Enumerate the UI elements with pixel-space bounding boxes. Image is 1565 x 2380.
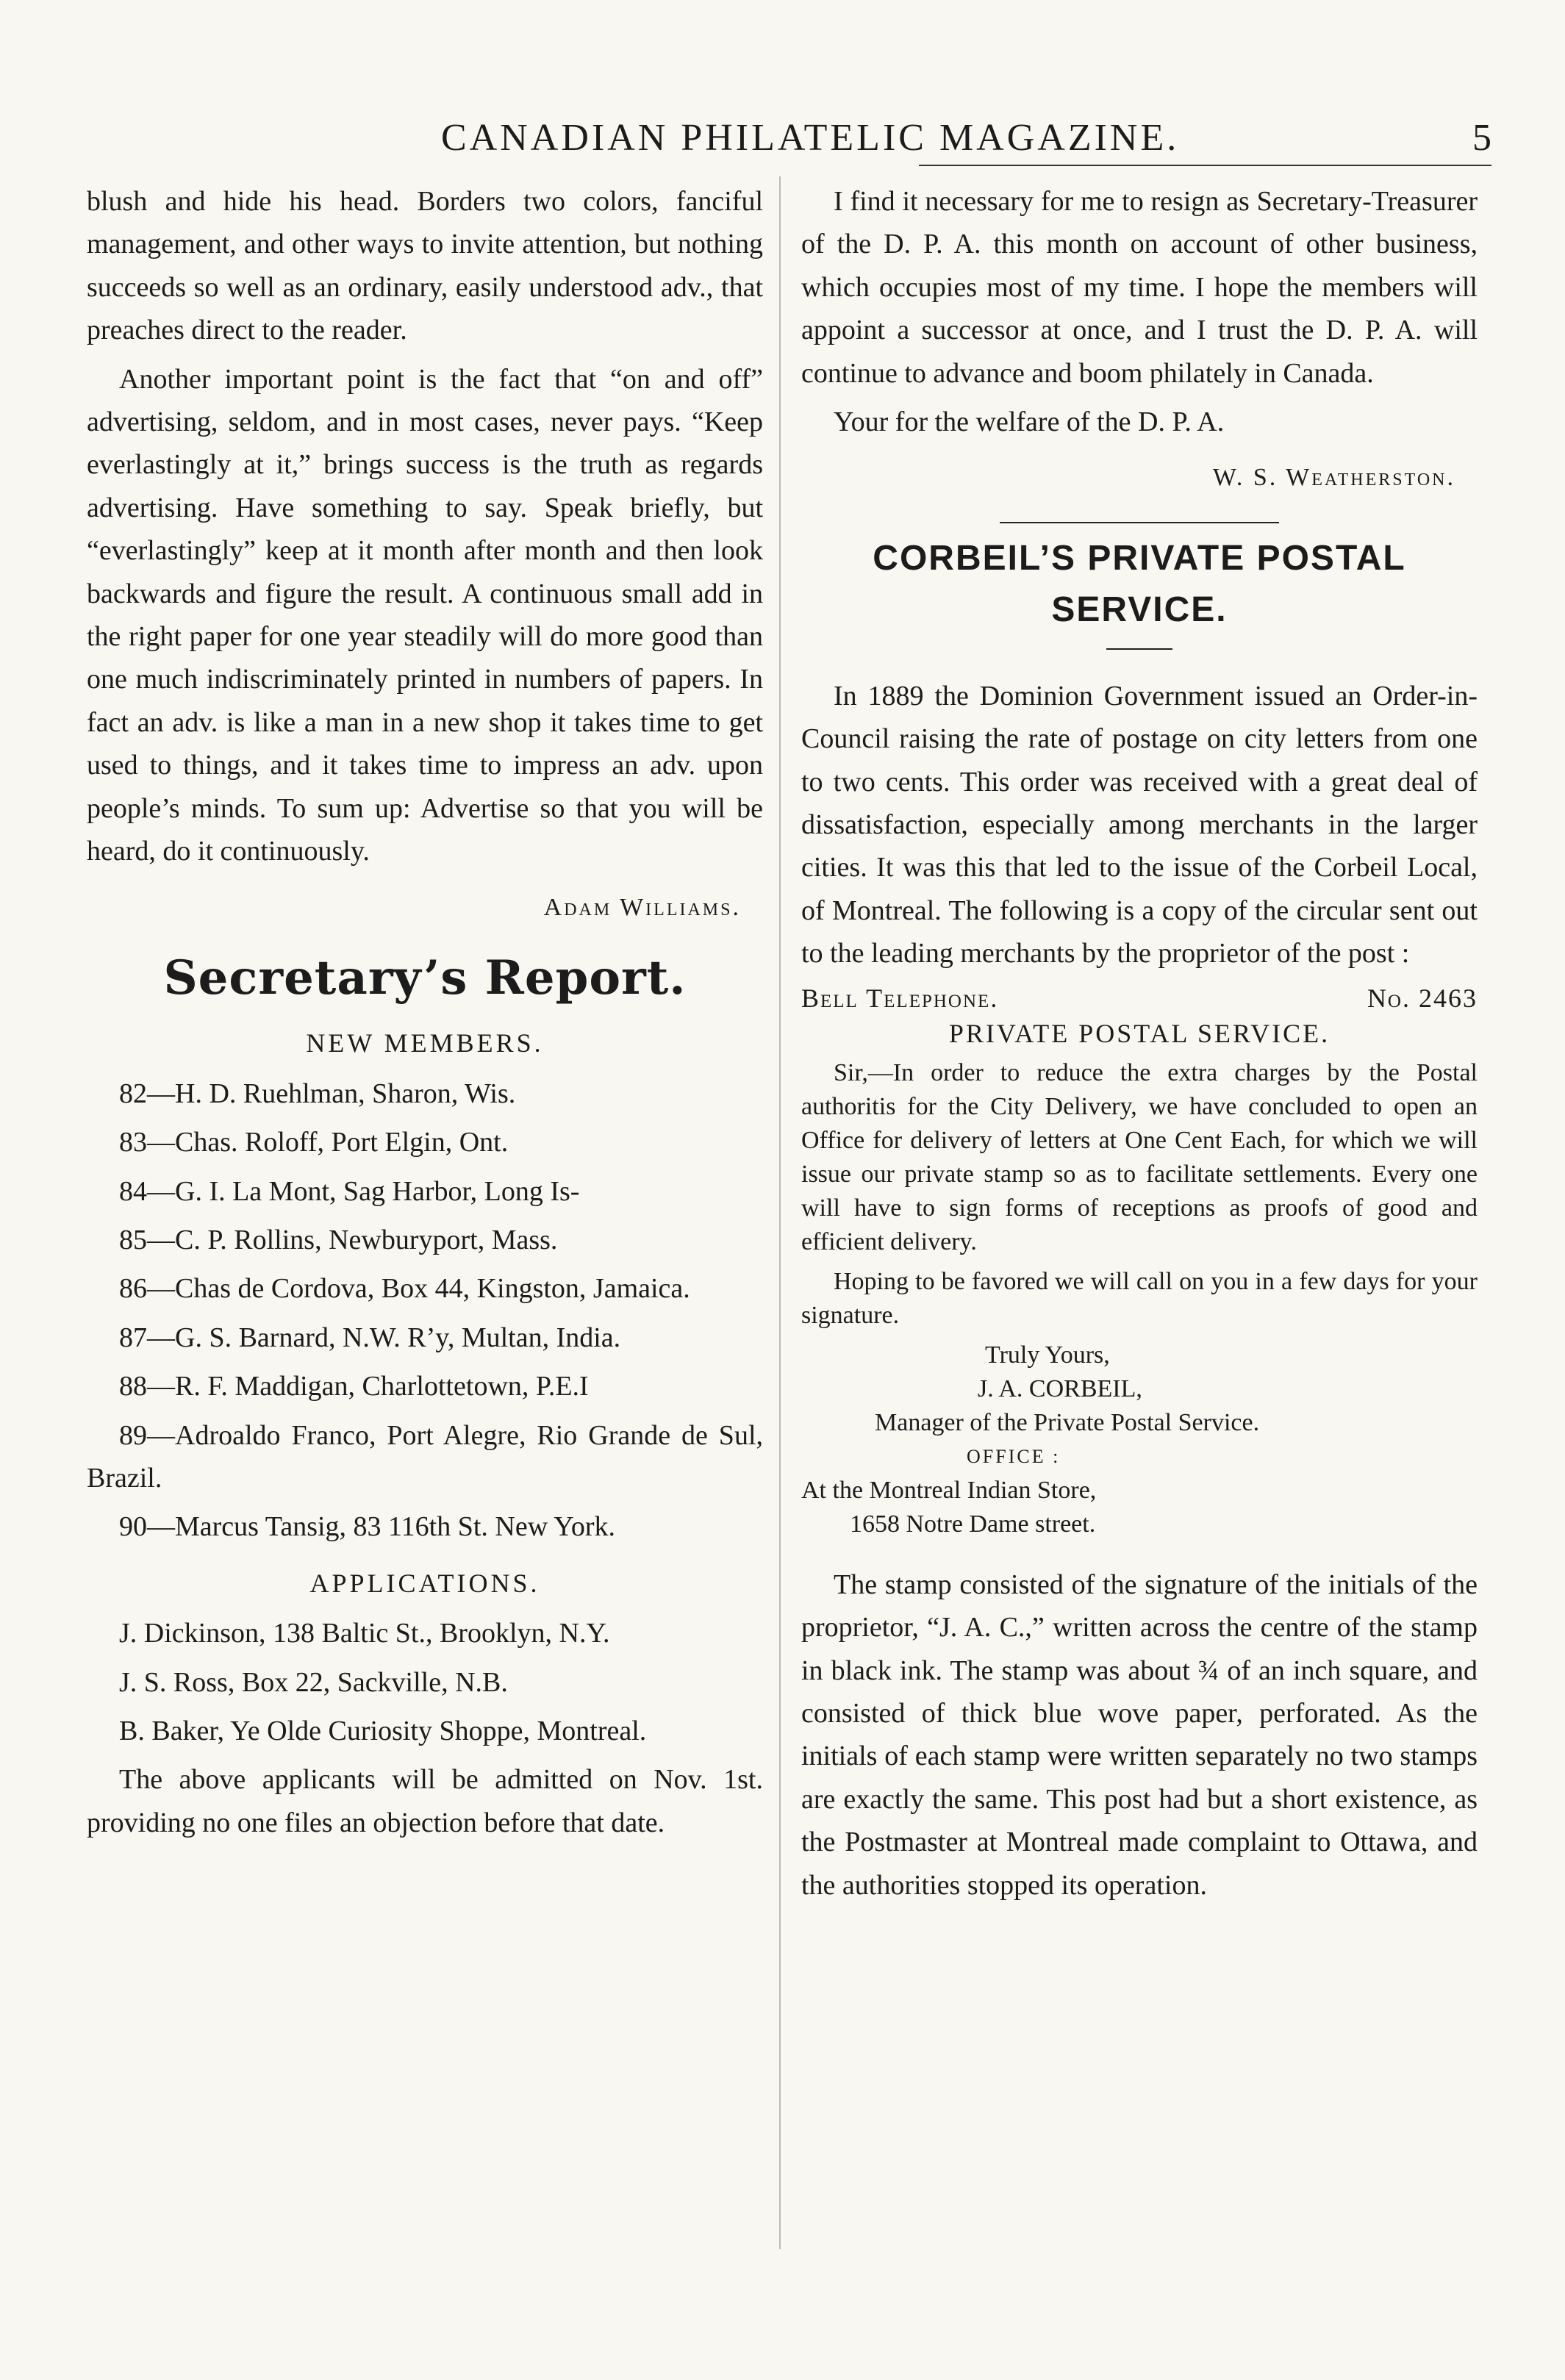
secretary-report-title: Secretary’s Report.: [163, 950, 687, 1006]
applications-list: [87, 1612, 763, 1752]
title-rule: [1106, 648, 1172, 650]
member-entry: 90—Marcus Tansig, 83 116th St. New York.: [119, 1511, 616, 1543]
letter-address-line-2: 1658 Notre Dame street.: [850, 1510, 1096, 1538]
section-rule: [1000, 522, 1279, 523]
letter-body: Sir,—In order to reduce the extra charges by the Postal authoritis for the City Delivery, we have concluded to open an Office for delivery of letters at One Cent Each, for which we will issue our private stamp so as to facilitate settlements. Every one will have to sign forms of receptions as proofs of good and efficient delivery.: [801, 1058, 1478, 1255]
letter-office-label: OFFICE :: [967, 1445, 1061, 1467]
letter-hoping: Hoping to be favored we will call on you in a few days for your signature.: [801, 1267, 1478, 1329]
letter-title: PRIVATE POSTAL SERVICE.: [948, 1018, 1331, 1048]
running-head-title: CANADIAN PHILATELIC MAGAZINE.: [441, 117, 1180, 159]
new-members-heading: NEW MEMBERS.: [306, 1028, 544, 1058]
member-entry: 82—H. D. Ruehlman, Sharon, Wis.: [119, 1078, 516, 1109]
page-header: [96, 116, 1491, 168]
circular-letter: [801, 981, 1478, 1541]
application-entry: B. Baker, Ye Olde Curiosity Shoppe, Montreal.: [119, 1716, 647, 1746]
resignation-closing: Your for the welfare of the D. P. A.: [834, 406, 1225, 438]
article-final-paragraph: The stamp consisted of the signature of the initials of the proprietor, “J. A. C.,” written across the centre of the stamp in black ink. The stamp was about ¾ of an inch square, and consisted of thick blue wove paper, perforated. As the initials of each stamp were written separately no two stamps are exactly the same. This post had but a short existence, as the Postmaster at Montreal made complaint to Ottawa, and the authorities stopped its operation.: [801, 1569, 1478, 1901]
page-number: 5: [1472, 117, 1491, 159]
advertising-paragraph-1: blush and hide his head. Borders two colors, fanciful management, and other ways to invite attention, but nothing succeeds so well as an ordinary, easily understood adv., that preaches direct to the reader.: [87, 186, 763, 346]
column-divider: [779, 176, 781, 2249]
letter-header: [801, 981, 1478, 1015]
member-entry: 87—G. S. Barnard, N.W. R’y, Multan, India.: [119, 1322, 621, 1353]
member-entry: 85—C. P. Rollins, Newburyport, Mass.: [119, 1224, 558, 1255]
letter-number: No. 2463: [1367, 983, 1478, 1013]
new-members-list: [87, 1072, 763, 1549]
letter-signer-role: Manager of the Private Postal Service.: [875, 1408, 1260, 1436]
member-entry: 84—G. I. La Mont, Sag Harbor, Long Is-: [119, 1175, 580, 1207]
application-entry: J. S. Ross, Box 22, Sackville, N.B.: [119, 1666, 508, 1698]
member-entry: 89—Adroaldo Franco, Port Alegre, Rio Grande de Sul, Brazil.: [87, 1419, 763, 1494]
member-entry: 83—Chas. Roloff, Port Elgin, Ont.: [119, 1127, 509, 1158]
letter-truly-yours: Truly Yours,: [985, 1341, 1110, 1369]
article-title-line-1: CORBEIL’S PRIVATE POSTAL: [873, 538, 1406, 578]
article-title-line-2: SERVICE.: [1051, 589, 1228, 629]
applications-heading: APPLICATIONS.: [309, 1568, 540, 1598]
letter-signer-name: J. A. CORBEIL,: [978, 1374, 1142, 1402]
letter-telephone: Bell Telephone.: [801, 983, 999, 1013]
advertising-paragraph-2: Another important point is the fact that “on and off” advertising, seldom, and in most cases, never pays. “Keep everlastingly at it,” brings success is the truth as regards advertising. Have something to say. Speak briefly, but “everlastingly” keep at it month after month and then look backwards and figure the result. A continuous small add in the right paper for one year steadily will do more good than one much indiscriminately printed in numbers of papers. In fact an adv. is like a man in a new shop it takes time to get used to things, and it takes time to impress an adv. upon people’s minds. To sum up: Advertise so that you will be heard, do it continuously.: [87, 363, 763, 867]
letter-address-line-1: At the Montreal Indian Store,: [801, 1476, 1097, 1504]
header-rule: [919, 165, 1491, 166]
applications-closing-paragraph: The above applicants will be admitted on Nov. 1st. providing no one files an objection before that date.: [87, 1764, 763, 1838]
member-entry: 86—Chas de Cordova, Box 44, Kingston, Jamaica.: [119, 1273, 690, 1305]
article-intro-paragraph: In 1889 the Dominion Government issued an Order-in-Council raising the rate of postage on city letters from one to two cents. This order was received with a great deal of dissatisfaction, especially among merchants in the larger cities. It was this that led to the issue of the Corbeil Local, of Montreal. The following is a copy of the circular sent out to the leading merchants by the proprietor of the post :: [801, 680, 1478, 969]
member-entry: 88—R. F. Maddigan, Charlottetown, P.E.I: [119, 1371, 589, 1402]
article-signature: Adam Williams.: [543, 893, 741, 921]
application-entry: J. Dickinson, 138 Baltic St., Brooklyn, N.Y.: [119, 1618, 610, 1649]
left-column: [87, 180, 763, 1850]
right-column: [801, 180, 1478, 1913]
resignation-paragraph: I find it necessary for me to resign as Secretary-Treasurer of the D. P. A. this month on account of other business, which occupies most of my time. I hope the members will appoint a successor at once, and I trust the D. P. A. will continue to advance and boom philately in Canada.: [801, 186, 1478, 389]
resignation-signature: W. S. Weatherston.: [1212, 464, 1455, 492]
